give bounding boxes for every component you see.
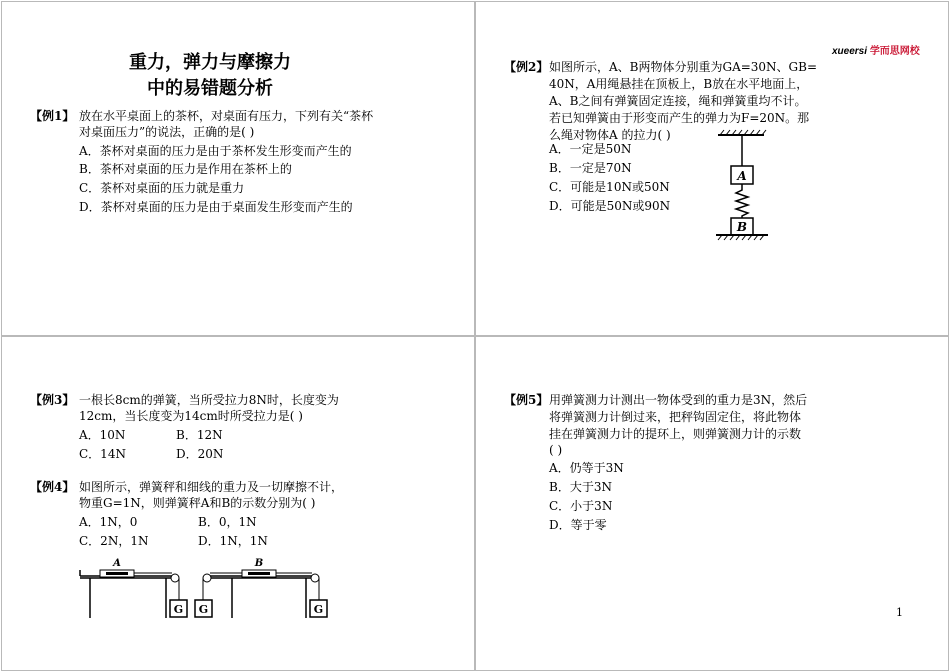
example-2-figure bbox=[712, 128, 772, 244]
example-3-option-b: B．12N bbox=[176, 428, 223, 442]
example-3-option-a: A．10N bbox=[79, 428, 126, 442]
slide-1-title-line-2: 中的易错题分析 bbox=[147, 78, 273, 99]
example-2-line-5: 么绳对物体A 的拉力( ) bbox=[549, 128, 671, 142]
example-4-option-b: B．0，1N bbox=[198, 515, 257, 529]
example-5-line-1: 用弹簧测力计测出一物体受到的重力是3N，然后 bbox=[549, 393, 808, 407]
example-1-option-b: B．茶杯对桌面的压力是作用在茶杯上的 bbox=[79, 162, 292, 176]
example-3-option-c: C．14N bbox=[79, 447, 126, 461]
example-5-line-2: 将弹簧测力计倒过来，把秤钩固定住，将此物体 bbox=[549, 410, 802, 424]
example-2-option-d: D．可能是50N或90N bbox=[549, 199, 671, 213]
example-4-label: 【例4】 bbox=[30, 480, 75, 494]
right-table bbox=[206, 576, 316, 618]
example-1-label: 【例1】 bbox=[30, 109, 75, 123]
example-5-option-d: D．等于零 bbox=[549, 518, 607, 532]
example-2-label: 【例2】 bbox=[504, 60, 549, 74]
weight-g-1-label: G bbox=[173, 603, 184, 616]
scale-b-label: B bbox=[254, 558, 264, 569]
spring bbox=[736, 184, 748, 218]
slide-4-frame bbox=[475, 336, 949, 671]
block-a-label: A bbox=[737, 169, 747, 183]
example-1-option-a: A．茶杯对桌面的压力是由于茶杯发生形变而产生的 bbox=[79, 144, 352, 158]
logo-chinese: 学而思网校 bbox=[869, 46, 920, 57]
example-2-line-4: 若已知弹簧由于形变而产生的弹力为F=20N。那 bbox=[549, 111, 810, 125]
example-4-line-1: 如图所示，弹簧秤和细线的重力及一切摩擦不计， bbox=[79, 480, 344, 494]
example-4-option-d: D．1N，1N bbox=[198, 534, 268, 548]
weight-g-2-label: G bbox=[198, 603, 209, 616]
example-3-line-1: 一根长8cm的弹簧，当所受拉力8N时，长度变为 bbox=[79, 393, 339, 407]
example-1-option-c: C．茶杯对桌面的压力就是重力 bbox=[79, 181, 245, 195]
example-5-option-b: B．大于3N bbox=[549, 480, 612, 494]
example-5-line-4: ( ) bbox=[549, 443, 563, 457]
example-1-question-line-2: 对桌面压力”的说法，正确的是( ) bbox=[79, 125, 255, 139]
example-4-option-c: C．2N，1N bbox=[79, 534, 149, 548]
scale-a-label: A bbox=[113, 558, 121, 569]
weight-g-3-label: G bbox=[313, 603, 324, 616]
xueersi-logo bbox=[832, 42, 920, 57]
example-1-option-d: D．茶杯对桌面的压力是由于桌面发生形变而产生的 bbox=[79, 200, 353, 214]
example-2-option-c: C．可能是10N或50N bbox=[549, 180, 670, 194]
example-4-line-2: 物重G=1N，则弹簧秤A和B的示数分别为( ) bbox=[79, 496, 316, 510]
example-5-line-3: 挂在弹簧测力计的提环上，则弹簧测力计的示数 bbox=[549, 427, 802, 441]
logo-latin: xueersi bbox=[832, 46, 868, 57]
example-2-line-2: 40N，A用绳悬挂在顶板上，B放在水平地面上， bbox=[549, 77, 809, 91]
slide-1-title-line-1: 重力，弹力与摩擦力 bbox=[129, 52, 291, 73]
block-b-label: B bbox=[736, 220, 748, 234]
example-1-question-line-1: 放在水平桌面上的茶杯，对桌面有压力，下列有关“茶杯 bbox=[79, 109, 374, 123]
example-3-option-d: D．20N bbox=[176, 447, 224, 461]
example-5-label: 【例5】 bbox=[504, 393, 549, 407]
example-2-line-3: A、B之间有弹簧固定连接，绳和弹簧重均不计。 bbox=[549, 94, 807, 108]
example-5-option-a: A．仍等于3N bbox=[549, 461, 624, 475]
example-5-option-c: C．小于3N bbox=[549, 499, 613, 513]
example-2-option-a: A．一定是50N bbox=[549, 142, 632, 156]
example-2-line-1: 如图所示，A、B两物体分别重为GA=30N、GB= bbox=[549, 60, 818, 74]
page-number: 1 bbox=[896, 606, 903, 619]
example-2-option-b: B．一定是70N bbox=[549, 161, 632, 175]
example-3-label: 【例3】 bbox=[30, 393, 75, 407]
example-4-figure bbox=[76, 556, 332, 622]
example-3-line-2: 12cm，当长度变为14cm时所受拉力是( ) bbox=[79, 409, 303, 423]
example-4-option-a: A．1N，0 bbox=[79, 515, 138, 529]
